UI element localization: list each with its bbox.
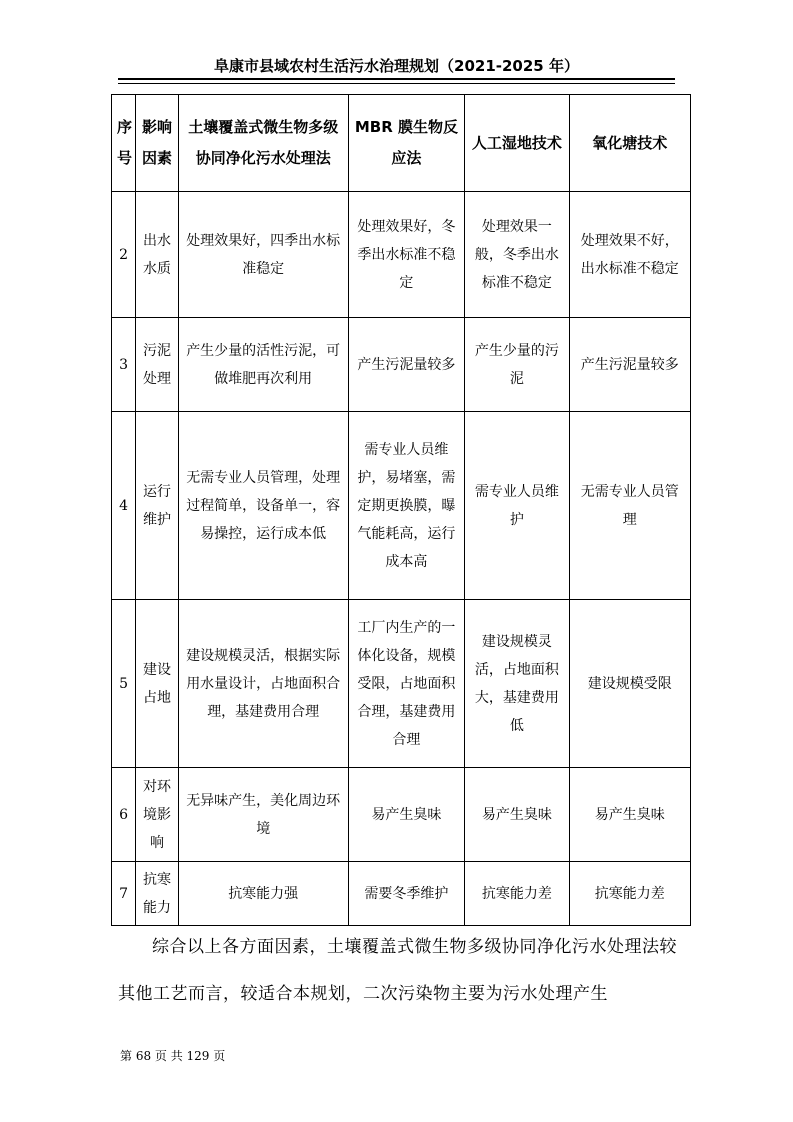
- table-cell: 处理效果好，四季出水标准稳定: [178, 192, 348, 318]
- table-cell: 产生少量的污泥: [465, 318, 569, 412]
- table-cell: 抗寒能力: [136, 862, 178, 926]
- header-cell-mbr: MBR 膜生物反应法: [348, 95, 465, 192]
- table-cell: 6: [112, 768, 136, 862]
- table-cell: 易产生臭味: [465, 768, 569, 862]
- header-cell-oxidation-pond: 氧化塘技术: [569, 95, 690, 192]
- header-rule-thick: [118, 78, 675, 80]
- table-cell: 处理效果不好，出水标准不稳定: [569, 192, 690, 318]
- table-row: [112, 768, 691, 862]
- table-cell: 处理效果一般，冬季出水标准不稳定: [465, 192, 569, 318]
- table-cell: 产生污泥量较多: [569, 318, 690, 412]
- table-cell: 污泥处理: [136, 318, 178, 412]
- table-cell: 建设规模受限: [569, 600, 690, 768]
- header-cell-factor: 影响因素: [136, 95, 178, 192]
- table-cell: 运行维护: [136, 412, 178, 600]
- table-cell: 建设占地: [136, 600, 178, 768]
- table-cell: 2: [112, 192, 136, 318]
- header-cell-index: 序号: [112, 95, 136, 192]
- table-cell: 无需专业人员管理: [569, 412, 690, 600]
- table-row: [112, 192, 691, 318]
- page-footer: 第 68 页 共 129 页: [120, 1049, 226, 1063]
- table-cell: 4: [112, 412, 136, 600]
- table-cell: 易产生臭味: [348, 768, 465, 862]
- header-cell-soil-method: 土壤覆盖式微生物多级协同净化污水处理法: [178, 95, 348, 192]
- table-row: [112, 600, 691, 768]
- table-cell: 需要冬季维护: [348, 862, 465, 926]
- table-cell: 对环境影响: [136, 768, 178, 862]
- table-cell: 出水水质: [136, 192, 178, 318]
- table-cell: 7: [112, 862, 136, 926]
- table-cell: 产生污泥量较多: [348, 318, 465, 412]
- body-paragraph: 综合以上各方面因素，土壤覆盖式微生物多级协同净化污水处理法较其他工艺而言，较适合本规划，二次污染物主要为污水处理产生: [118, 937, 677, 1004]
- table-cell: 需专业人员维护，易堵塞，需定期更换膜，曝气能耗高，运行成本高: [348, 412, 465, 600]
- page-header-title: 阜康市县域农村生活污水治理规划（2021-2025 年）: [214, 57, 579, 75]
- table-cell: 无需专业人员管理，处理过程简单，设备单一，容易操控，运行成本低: [178, 412, 348, 600]
- table-cell: 抗寒能力差: [569, 862, 690, 926]
- comparison-table: [111, 94, 691, 926]
- table-cell: 处理效果好，冬季出水标准不稳定: [348, 192, 465, 318]
- table-row: [112, 412, 691, 600]
- table-cell: 易产生臭味: [569, 768, 690, 862]
- table-row: [112, 862, 691, 926]
- table-cell: 建设规模灵活，根据实际用水量设计，占地面积合理，基建费用合理: [178, 600, 348, 768]
- table-cell: 3: [112, 318, 136, 412]
- table-cell: 抗寒能力差: [465, 862, 569, 926]
- table-cell: 建设规模灵活，占地面积大，基建费用低: [465, 600, 569, 768]
- table-cell: 需专业人员维护: [465, 412, 569, 600]
- table-cell: 抗寒能力强: [178, 862, 348, 926]
- table-header-row: [112, 95, 691, 192]
- table-cell: 5: [112, 600, 136, 768]
- header-cell-wetland: 人工湿地技术: [465, 95, 569, 192]
- table-row: [112, 318, 691, 412]
- header-rule-thin: [118, 83, 675, 84]
- table-cell: 无异味产生，美化周边环境: [178, 768, 348, 862]
- table-cell: 产生少量的活性污泥，可做堆肥再次利用: [178, 318, 348, 412]
- table-cell: 工厂内生产的一体化设备，规模受限，占地面积合理，基建费用合理: [348, 600, 465, 768]
